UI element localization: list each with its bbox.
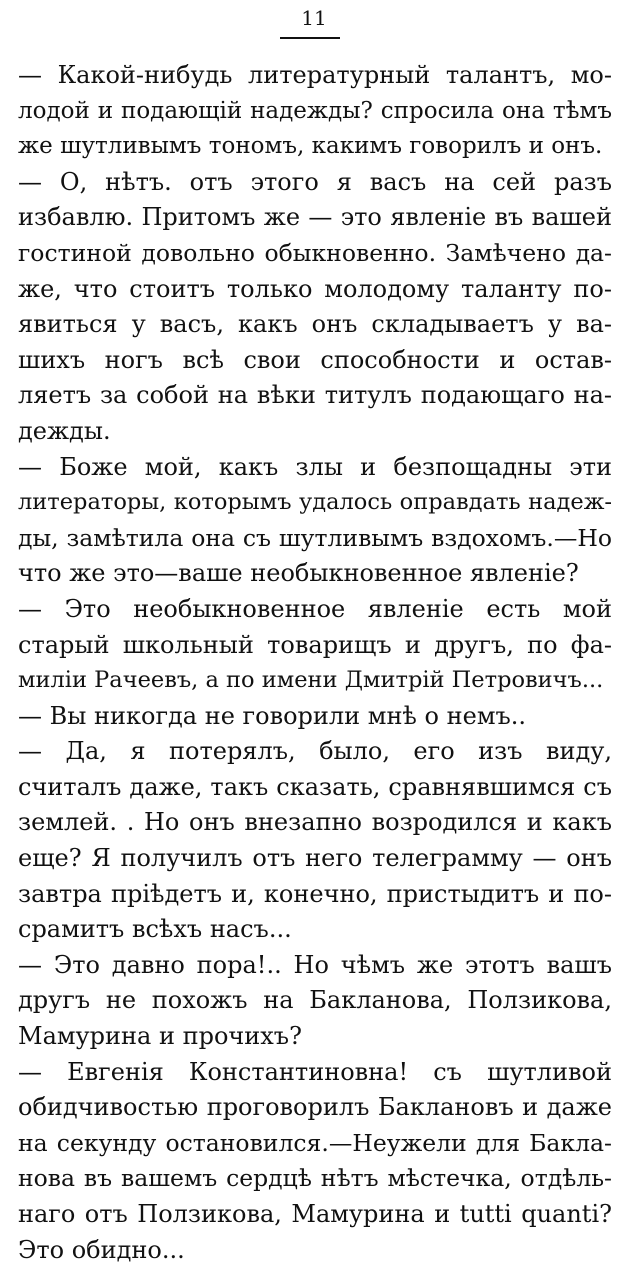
text-line: шихъ ногъ всѣ свои способности и остав- [18,345,612,374]
text-line: явиться у васъ, какъ онъ складываетъ у ва- [18,310,612,339]
text-line: же шутливымъ тономъ, какимъ говорилъ и онъ. [18,133,603,160]
text-line: еще? Я получилъ отъ него телеграмму — онъ [18,844,612,873]
text-line: избавлю. Притомъ же — это явленіе въ вашей [18,203,612,232]
text-line: другъ не похожъ на Бакланова, Ползикова, [18,986,612,1015]
text-line: ляетъ за собой на вѣки титулъ подающаго на- [18,381,612,410]
page-number: 11 [301,6,327,30]
text-line: завтра пріѣдетъ и, конечно, пристыдитъ и по- [18,879,612,908]
text-line: — Да, я потерялъ, было, его изъ виду, [18,737,612,766]
text-line: — Боже мой, какъ злы и безпощадны эти [18,452,612,481]
text-line: старый школьный товарищъ и другъ, по фа- [18,630,612,659]
text-line: — О, нѣтъ. отъ этого я васъ на сей разъ [18,167,612,196]
text-line: нова въ вашемъ сердцѣ нѣтъ мѣстечка, отдѣль- [18,1164,612,1193]
text-line: на секунду остановился.—Неужели для Бакла- [18,1128,612,1157]
text-line: литераторы, которымъ удалось оправдать надеж- [18,489,612,516]
text-line: срамитъ всѣхъ насъ... [18,915,292,944]
text-line: обидчивостью проговорилъ Баклановъ и даже [18,1093,612,1122]
text-line: лодой и подающій надежды? спросила она тѣмъ [18,97,612,124]
text-line: Мамурина и прочихъ? [18,1022,302,1051]
text-line: считалъ даже, такъ сказать, сравнявшимся съ [18,772,612,801]
text-line: — Евгенія Константиновна! съ шутливой [18,1057,612,1086]
text-line: же, что стоитъ только молодому таланту по- [18,274,612,303]
text-line: — Вы никогда не говорили мнѣ о немъ.. [18,701,527,730]
body-text [18,58,612,1268]
text-line: наго отъ Ползикова, Мамурина и tutti quanti? [18,1200,612,1228]
text-line: — Это давно пора!.. Но чѣмъ же этотъ вашъ [18,950,612,979]
text-line: дежды. [18,416,111,445]
text-line: что же это—ваше необыкновенное явленіе? [18,559,579,588]
text-line: миліи Рачеевъ, а по имени Дмитрій Петровичъ... [18,667,604,694]
text-line: — Это необыкновенное явленіе есть мой [18,594,612,623]
text-line: землей. . Но онъ внезапно возродился и какъ [18,808,612,837]
page-number-underline [280,37,340,39]
text-line: — Какой-нибудь литературный талантъ, мо- [18,61,612,89]
text-line: ды, замѣтила она съ шутливымъ вздохомъ.—Но [18,523,612,552]
text-line: гостиной довольно обыкновенно. Замѣчено да- [18,238,612,267]
text-line: Это обидно... [18,1235,185,1264]
